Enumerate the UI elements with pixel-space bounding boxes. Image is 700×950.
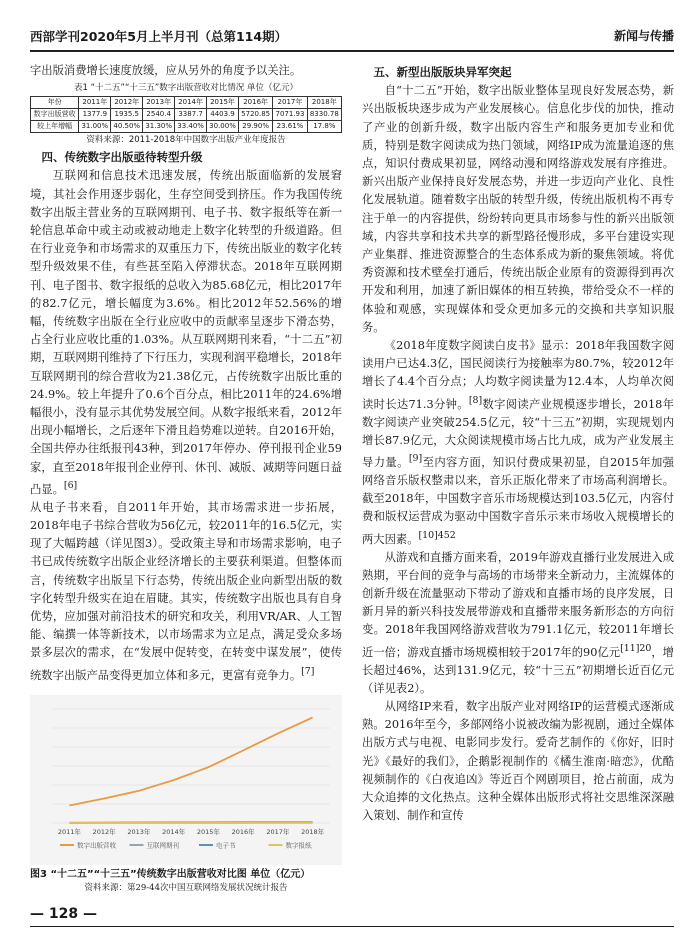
table-header-cell: 2012年 bbox=[111, 97, 143, 109]
table-cell: 31.00% bbox=[79, 121, 111, 133]
section-heading: 五、新型出版版块异军突起 bbox=[373, 65, 512, 79]
table-header-cell: 2014年 bbox=[175, 97, 207, 109]
table-row bbox=[31, 109, 342, 121]
table-cell: 30.00% bbox=[207, 121, 239, 133]
chart-svg bbox=[30, 695, 342, 865]
right-column bbox=[362, 62, 674, 825]
citation: [6] bbox=[63, 479, 78, 491]
series-line bbox=[69, 717, 312, 805]
section-title: 新闻与传播 bbox=[613, 29, 674, 43]
table-caption: 表1 “十二五”“十三五”数字出版营收对比情况 单位（亿元） bbox=[74, 83, 298, 94]
table-header-cell: 2011年 bbox=[79, 97, 111, 109]
citation: [11]20 bbox=[620, 642, 652, 654]
paragraph: 从游戏和直播方面来看，2019年游戏直播行业发展进入成熟期，平台间的竞争与高场的市场带来全新动力，主流媒体的创新升级在流量驱动下带动了游戏和直播市场的良序发展，日新月异的新兴科技发展带游戏和直播带来服务新形态的方向衍变。2018年我国网络游戏营收为791.1亿元，较2011年增长近一倍；游戏直播市场规模相较于2017年的90亿元$^{[11]20}$，增长超过46%，达到131.9亿元，较“十三五”初期增长近百亿元（详见表2）。 bbox=[362, 550, 674, 695]
table-cell: 1377.9 bbox=[79, 109, 111, 121]
paragraph: 从网络IP来看，数字出版产业对网络IP的运营模式逐渐成熟。2016年至今，多部网络小说被改编为影视剧，通过全媒体出版方式与电视、电影同步发行。爱奇艺制作的《你好，旧时光》《最好的我们》，企鹅影视制作的《橘生淮南·暗恋》，优酷视频制作的《白夜追凶》等近百个网剧项目，抢占前面，成为大众追捧的文化热点。这种全媒体出版形式将社交思维深深融入策划、制作和宣传 bbox=[362, 699, 674, 823]
table-cell: 1935.5 bbox=[111, 109, 143, 121]
legend-label: 数字报纸 bbox=[285, 841, 312, 850]
table-cell: 4403.9 bbox=[207, 109, 239, 121]
table-cell: 7071.93 bbox=[273, 109, 307, 121]
paragraph: 字出版消费增长速度放缓，应从另外的角度予以关注。 bbox=[30, 64, 302, 77]
line-chart bbox=[30, 695, 342, 865]
table-cell: 3387.7 bbox=[175, 109, 207, 121]
legend-label: 数字出版营收 bbox=[77, 841, 116, 850]
table-cell: 较上年增幅 bbox=[31, 121, 79, 133]
table-cell: 31.30% bbox=[143, 121, 175, 133]
table-header-cell: 2016年 bbox=[238, 97, 272, 109]
table-cell: 5720.85 bbox=[238, 109, 272, 121]
table-cell: 33.40% bbox=[175, 121, 207, 133]
journal-title: 西部学刊2020年5月上半月刊（总第114期） bbox=[30, 29, 288, 44]
legend-label: 电子书 bbox=[216, 841, 236, 850]
table-source: 资料来源：2011-2018年中国数字出版产业年度报告 bbox=[86, 135, 286, 146]
table-header-cell: 2015年 bbox=[207, 97, 239, 109]
table-header-cell: 2018年 bbox=[307, 97, 341, 109]
table-header-cell: 2017年 bbox=[273, 97, 307, 109]
page-number: — 128 — bbox=[30, 906, 97, 922]
x-tick-label: 2011年 bbox=[57, 827, 81, 836]
x-tick-label: 2015年 bbox=[196, 827, 220, 836]
x-tick-label: 2016年 bbox=[231, 827, 255, 836]
x-tick-label: 2012年 bbox=[92, 827, 116, 836]
citation: [10]452 bbox=[418, 529, 456, 541]
page-header bbox=[30, 26, 674, 44]
table-cell: 数字出版营收 bbox=[31, 109, 79, 121]
table-cell: 23.61% bbox=[273, 121, 307, 133]
figure-caption: 图3 “十二五”“十三五”传统数字出版营收对比图 单位（亿元） bbox=[30, 868, 311, 880]
paragraph: 互联网和信息技术迅速发展，传统出版面临新的发展窘境，其社会作用逐步弱化，生存空间受到挤压。作为我国传统数字出版主营业务的互联网期刊、电子书、数字报纸等在新一轮信息革命中或主动或被动地走上数字化转型的升级道路。但在行业竞争和市场需求的双重压力下，传统出版业的数字化转型升级效果不佳，有些甚至陷入停滞状态。2018年互联网期刊、电子图书、数字报纸的总收入为85.68亿元，相比2017年的82.7亿元，增长幅度为3.6%。相比2012年52.56%的增幅，传统数字出版在全行业应收中的贡献率呈逐步下滑态势，占全行业应收比重的1.03%。从互联网期刊来看，“十二五”初期，互联网期刊维持了下行压力，实现利润平稳增长，2018年互联网期刊的综合营收为21.38亿元，占传统数字出版比重的24.9%。较上年提升了0.6个百分点，相比2011年的24.6%增幅很小，没有显示其优势发展空间。从数字报纸来看，2012年出现小幅增长，之后逐年下滑且趋势难以逆转。自2016开始，全国共停办往纸报刊43种，到2017年停办、停刊报刊企业59家，直至2018年报刊企业停刊、休刊、减版、减期等问题日益凸显。[6] bbox=[30, 169, 342, 496]
section-heading: 四、传统数字出版亟待转型升级 bbox=[41, 150, 203, 165]
x-tick-label: 2014年 bbox=[162, 827, 186, 836]
paragraph: 自“十二五”开始，数字出版业整体呈现良好发展态势，新兴出版板块逐步成为产业发展核心。信息化步伐的加快，推动了产业的创新升级，数字出版内容生产和服务更加专业和优质，特别是数字阅读成为热门领域，网络IP成为流量追逐的焦点，知识付费成果初显，网络动漫和网络游戏发展有序推进。新兴出版产业保持良好发展态势，并进一步迈向产业化、良性化发展轨道。随着数字出版的转型升级，传统出版机构不再专注于单一的内容提供，纷纷转向更具市场参与性的新兴出版领域，内容共享和技术共享的新型路径慢形成，多平台建设实现产业集群、推进资源整合的生态体系成为新的聚焦领域。将优秀资源和技术壁垒打通后，传统出版企业原有的资源得到再次开发和利用，加速了新旧媒体的相互转换，带给受众不一样的体验和观感，实现媒体和受众更加多元的交换和共享知识服务。 bbox=[362, 84, 674, 334]
paragraph: 从电子书来看，自2011年开始，其市场需求进一步拓展，2018年电子书综合营收为56亿元，较2011年的16.5亿元，实现了大幅跨越（详见图3）。受政策主导和市场需求影响，电子书已成传统数字出版企业经济增长的主要获利渠道。但整体而言，传统数字出版呈下行态势，传统出版企业向新型出版的数字化转型升级实在迫在眉睫。其实，传统数字出版也具有自身优势，应加强对前沿技术的研究和攻关，利用VR/AR、人工智能、编撰一体等新技术，以市场需求为立足点，满足受众多场景多层次的需求，在“发展中促转变，在转变中谋发展”，使传统数字出版产品变得更加立体和多元，更富有竞争力。[7] bbox=[30, 500, 342, 682]
table-cell: 17.8% bbox=[307, 121, 341, 133]
citation: [7] bbox=[301, 665, 315, 677]
table-cell: 2540.4 bbox=[143, 109, 175, 121]
x-tick-label: 2018年 bbox=[301, 827, 325, 836]
table-row bbox=[31, 121, 342, 133]
left-column bbox=[30, 62, 342, 895]
header-rule bbox=[30, 50, 674, 52]
table-cell: 8330.78 bbox=[307, 109, 341, 121]
revenue-table bbox=[30, 96, 342, 133]
x-tick-label: 2013年 bbox=[127, 827, 151, 836]
footer-rule bbox=[30, 926, 674, 927]
table-header-cell: 2013年 bbox=[143, 97, 175, 109]
paragraph: 《2018年度数字阅读白皮书》显示：2018年我国数字阅读用户已达4.3亿，国民阅读行为接触率为80.7%，较2012年增长了4.4个百分点；人均数字阅读量为12.4本，人均单次阅读时长达71.3分钟。[8]数字阅读产业规模逐步增长，2018年数字阅读产业突破254.5亿元，较“十三五”初期，实现规划内增长87.9亿元，大众阅读规模市场占比九成，成为产业发展主导力量。[9]至内容方面，知识付费成果初显，自2015年加强网络音乐版权整肃以来，音乐正版化带来了市场高利润增长。截至2018年，中国数字音乐市场规模达到103.5亿元，内容付费和版权运营成为驱动中国数字音乐示来市场收入规模增长的两大因素。$^{[10]452}$ bbox=[362, 339, 674, 546]
citation: [9] bbox=[408, 453, 423, 465]
legend-label: 互联网期刊 bbox=[146, 841, 179, 850]
citation: [8] bbox=[468, 394, 483, 406]
x-tick-label: 2017年 bbox=[266, 827, 290, 836]
table-cell: 29.90% bbox=[238, 121, 272, 133]
table-header-cell: 年份 bbox=[31, 97, 79, 109]
table-header-row bbox=[31, 97, 342, 109]
table-cell: 40.50% bbox=[111, 121, 143, 133]
figure-source: 资料来源：第29-44次中国互联网络发展状况统计报告 bbox=[84, 882, 288, 893]
